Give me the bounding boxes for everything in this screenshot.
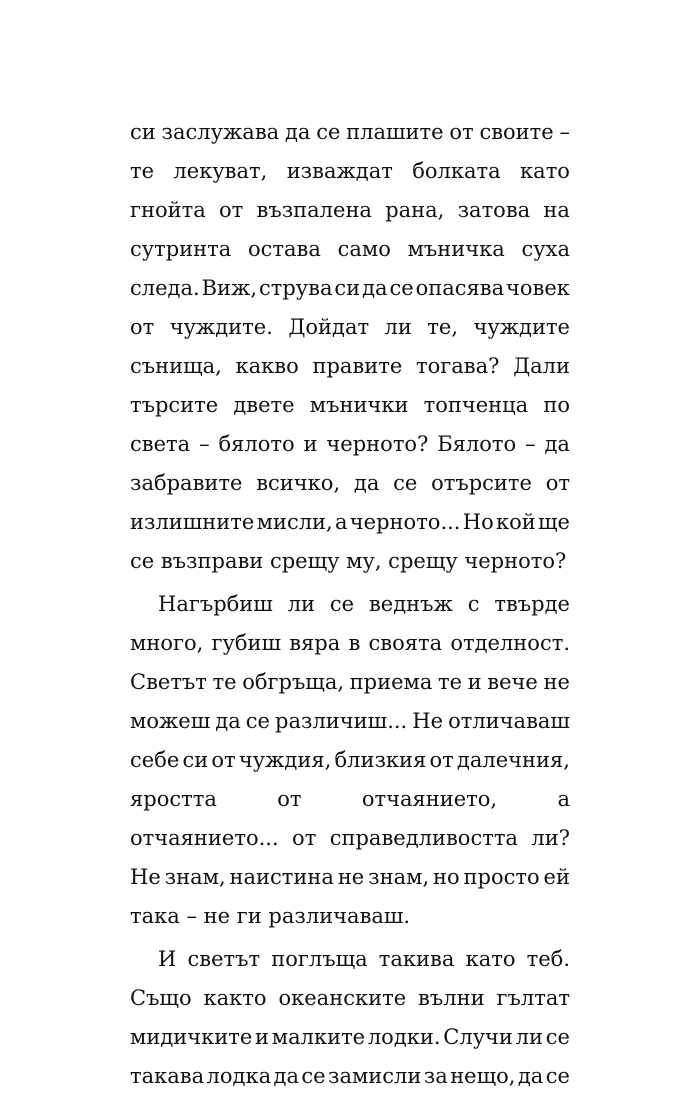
- text-line: [130, 702, 570, 741]
- word: те,: [427, 315, 459, 339]
- word: океанските: [278, 986, 407, 1010]
- text-line-last: се възправи срещу му, срещу черното?: [130, 549, 567, 573]
- word: следа.: [130, 276, 200, 300]
- word: в: [348, 631, 361, 655]
- text-line: [130, 503, 570, 542]
- word: и: [303, 432, 318, 456]
- word: от: [545, 471, 570, 495]
- word: струва: [258, 276, 333, 300]
- word: не: [337, 865, 365, 889]
- word: чуждия,: [238, 748, 332, 772]
- word: а: [335, 510, 348, 534]
- word: рана,: [385, 198, 445, 222]
- word: двете: [233, 393, 295, 417]
- word: се: [316, 120, 341, 144]
- text-line: [130, 308, 570, 347]
- word: Светът: [130, 670, 207, 694]
- word: остава: [248, 237, 321, 261]
- word: своите: [479, 120, 554, 144]
- word: човек: [506, 276, 570, 300]
- word: се: [393, 471, 418, 495]
- text-line: [130, 858, 570, 897]
- text-line-first: [130, 585, 570, 624]
- word: затова: [457, 198, 531, 222]
- word: ще: [538, 510, 570, 534]
- word: светът: [187, 947, 261, 971]
- word: отделност.: [450, 631, 570, 655]
- text-line: [130, 741, 570, 780]
- word: лекуват,: [173, 159, 268, 183]
- word: не: [543, 670, 570, 694]
- body-text: [130, 113, 570, 1096]
- word: излишните: [130, 510, 255, 534]
- word: и: [467, 670, 482, 694]
- word: вяра: [289, 631, 341, 655]
- text-line: [130, 191, 570, 230]
- word: теб.: [526, 947, 570, 971]
- word: си: [130, 120, 156, 144]
- word: Дали: [513, 354, 570, 378]
- word: яростта: [130, 787, 217, 811]
- word: от: [219, 198, 244, 222]
- word: лодка: [206, 1064, 272, 1088]
- word: И: [158, 947, 177, 971]
- text-line: [130, 819, 570, 858]
- word: просто: [463, 865, 540, 889]
- word: такива: [378, 947, 455, 971]
- word: далечния,: [456, 748, 570, 772]
- word: се: [389, 276, 414, 300]
- word: на: [543, 198, 570, 222]
- word: от: [277, 787, 302, 811]
- word: възпалена: [256, 198, 372, 222]
- word: ли: [515, 1025, 543, 1049]
- word: –: [199, 432, 210, 456]
- word: различиш...: [275, 709, 408, 733]
- word: бялото: [218, 432, 295, 456]
- word: те: [438, 670, 463, 694]
- word: но: [433, 865, 460, 889]
- word: много,: [130, 631, 204, 655]
- word: от: [130, 315, 155, 339]
- text-line-first: [130, 940, 570, 979]
- word: вълни: [418, 986, 485, 1010]
- text-line: [130, 425, 570, 464]
- word: от: [211, 748, 236, 772]
- word: като: [465, 947, 516, 971]
- word: ли?: [531, 826, 570, 850]
- word: Не: [130, 865, 161, 889]
- text-line: [130, 152, 570, 191]
- word: отличаваш: [448, 709, 570, 733]
- word: а: [557, 787, 570, 811]
- word: да: [284, 120, 311, 144]
- word: болката: [412, 159, 501, 183]
- word: от: [429, 748, 454, 772]
- text-line: [130, 663, 570, 702]
- word: заслужава: [161, 120, 280, 144]
- text-line: [130, 464, 570, 503]
- word: мидичките: [130, 1025, 253, 1049]
- word: кой: [495, 510, 536, 534]
- text-line: [130, 979, 570, 1018]
- text-line: [130, 780, 570, 819]
- word: да: [353, 471, 380, 495]
- word: забравите: [130, 471, 243, 495]
- word: само: [337, 237, 391, 261]
- word: да: [273, 1064, 299, 1088]
- word: черното?: [326, 432, 429, 456]
- word: обгръща,: [242, 670, 345, 694]
- word: чуждите.: [169, 315, 273, 339]
- word: мисли,: [256, 510, 333, 534]
- word: света: [130, 432, 191, 456]
- word: правите: [312, 354, 403, 378]
- word: се: [329, 592, 355, 616]
- text-line: [130, 347, 570, 386]
- word: наистина: [229, 865, 334, 889]
- paragraph-3: [130, 940, 570, 1096]
- word: си: [334, 276, 361, 300]
- word: се: [545, 1064, 570, 1088]
- word: те: [130, 159, 155, 183]
- word: можеш: [130, 709, 211, 733]
- word: Бялото: [437, 432, 517, 456]
- word: опасява: [415, 276, 505, 300]
- word: знам,: [164, 865, 226, 889]
- word: от: [292, 826, 317, 850]
- word: близкия: [334, 748, 427, 772]
- word: ли: [384, 315, 412, 339]
- word: сутринта: [130, 237, 232, 261]
- text-line: [130, 230, 570, 269]
- word: гнойта: [130, 198, 206, 222]
- word: ей: [543, 865, 570, 889]
- word: какво: [235, 354, 299, 378]
- word: черното...: [349, 510, 461, 534]
- word: такава: [130, 1064, 205, 1088]
- word: да: [215, 709, 241, 733]
- word: както: [203, 986, 267, 1010]
- word: всичко,: [256, 471, 341, 495]
- word: да: [544, 432, 570, 456]
- word: се: [545, 1025, 570, 1049]
- word: търсите: [130, 393, 219, 417]
- word: замисли: [327, 1064, 422, 1088]
- text-line: [130, 624, 570, 663]
- word: своята: [368, 631, 443, 655]
- word: поглъща: [271, 947, 368, 971]
- word: от: [449, 120, 474, 144]
- word: суха: [521, 237, 570, 261]
- paragraph-2: [130, 585, 570, 936]
- word: –: [525, 432, 536, 456]
- word: чуждите: [473, 315, 570, 339]
- word: като: [520, 159, 570, 183]
- text-line-last: така – не ги различаваш.: [130, 904, 411, 928]
- word: гълтат: [496, 986, 570, 1010]
- word: си: [182, 748, 209, 772]
- word: Но: [462, 510, 494, 534]
- word: приема: [349, 670, 433, 694]
- text-line: [130, 1018, 570, 1057]
- word: нещо,: [450, 1064, 516, 1088]
- text-line: [130, 1057, 570, 1096]
- word: знам,: [368, 865, 430, 889]
- word: Виж,: [201, 276, 258, 300]
- word: с: [467, 592, 480, 616]
- word: да: [517, 1064, 544, 1088]
- word: се: [301, 1064, 326, 1088]
- word: ли: [287, 592, 316, 616]
- word: вече: [487, 670, 538, 694]
- word: твърде: [494, 592, 570, 616]
- word: по: [543, 393, 570, 417]
- word: малките: [271, 1025, 366, 1049]
- word: мъничка: [407, 237, 505, 261]
- word: топченца: [423, 393, 529, 417]
- word: да: [362, 276, 388, 300]
- word: губиш: [211, 631, 282, 655]
- word: отчаянието...: [130, 826, 279, 850]
- word: справедливостта: [329, 826, 518, 850]
- word: плашите: [346, 120, 444, 144]
- word: Нагърбиш: [158, 592, 273, 616]
- word: Не: [412, 709, 444, 733]
- paragraph-1: [130, 113, 570, 581]
- word: те: [212, 670, 237, 694]
- text-line: [130, 269, 570, 308]
- word: Дойдат: [288, 315, 370, 339]
- word: отчаянието,: [361, 787, 498, 811]
- text-line: [130, 386, 570, 425]
- word: Случи: [443, 1025, 513, 1049]
- word: веднъж: [368, 592, 453, 616]
- word: лодки.: [367, 1025, 441, 1049]
- word: за: [423, 1064, 448, 1088]
- word: сънища,: [130, 354, 222, 378]
- word: отърсите: [431, 471, 532, 495]
- word: и: [255, 1025, 270, 1049]
- word: изваждат: [286, 159, 393, 183]
- word: –: [559, 120, 570, 144]
- word: мънички: [309, 393, 409, 417]
- word: себе: [130, 748, 180, 772]
- word: Също: [130, 986, 192, 1010]
- word: тогава?: [415, 354, 500, 378]
- word: се: [245, 709, 270, 733]
- text-line: [130, 113, 570, 152]
